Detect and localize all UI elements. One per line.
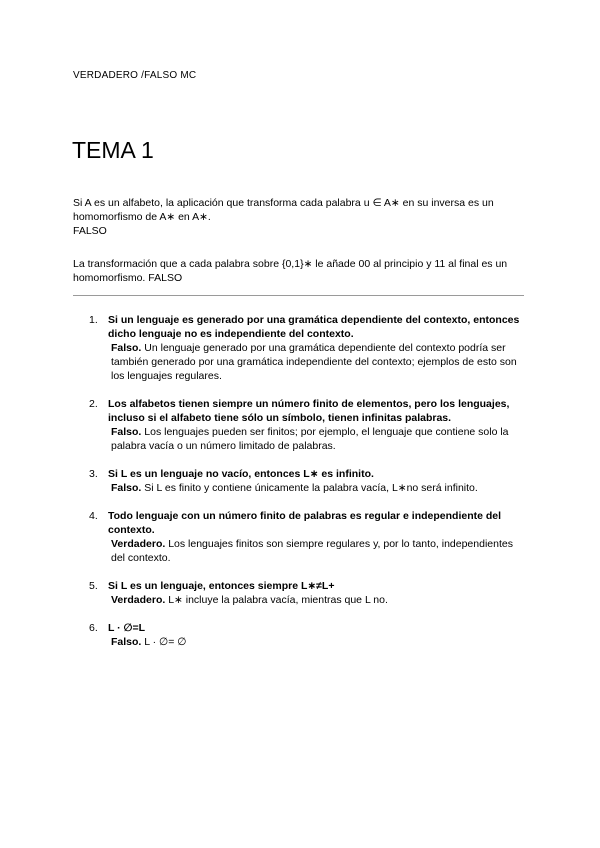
- question-answer: [108, 341, 529, 383]
- question-answer: [108, 537, 529, 565]
- question-verdict: Verdadero.: [111, 538, 166, 550]
- list-item: [89, 509, 529, 565]
- document-header: VERDADERO /FALSO MC: [73, 70, 197, 81]
- question-statement: Si L es un lenguaje, entonces siempre L∗≠L+: [108, 580, 335, 592]
- question-answer: [108, 481, 529, 495]
- question-number: 6.: [89, 622, 98, 634]
- intro-statement-1: Si A es un alfabeto, la aplicación que transforma cada palabra u ∈ A∗ en su inversa es un homomorfismo de A∗ en A∗.: [73, 197, 494, 223]
- question-statement: Si un lenguaje es generado por una gramática dependiente del contexto, entonces dicho lenguaje no es independiente del contexto.: [108, 314, 520, 340]
- list-item: [89, 467, 529, 495]
- question-number: 3.: [89, 468, 98, 480]
- question-explanation: Los lenguajes pueden ser finitos; por ejemplo, el lenguaje que contiene solo la palabra vacía o un número limitado de palabras.: [111, 426, 509, 452]
- page-title: TEMA 1: [72, 137, 154, 163]
- question-verdict: Falso.: [111, 482, 142, 494]
- list-item: [89, 397, 529, 453]
- question-answer: [108, 635, 529, 649]
- list-item: [89, 621, 529, 649]
- question-explanation: Un lenguaje generado por una gramática dependiente del contexto podría ser también generado por una gramática independiente del contexto; ejemplos de esto son los lenguajes regulares.: [111, 342, 517, 382]
- question-answer: [108, 425, 529, 453]
- question-number: 5.: [89, 580, 98, 592]
- question-verdict: Falso.: [111, 342, 142, 354]
- question-verdict: Verdadero.: [111, 594, 166, 606]
- question-number: 2.: [89, 398, 98, 410]
- question-number: 1.: [89, 314, 98, 326]
- question-statement: Si L es un lenguaje no vacío, entonces L∗ es infinito.: [108, 468, 374, 480]
- question-statement: Los alfabetos tienen siempre un número finito de elementos, pero los lenguajes, incluso si el alfabeto tiene sólo un símbolo, tienen infinitas palabras.: [108, 398, 510, 424]
- question-verdict: Falso.: [111, 636, 142, 648]
- question-explanation: L · ∅= ∅: [144, 636, 187, 648]
- question-explanation: Los lenguajes finitos son siempre regulares y, por lo tanto, independientes del contexto.: [111, 538, 513, 564]
- question-verdict: Falso.: [111, 426, 142, 438]
- question-number: 4.: [89, 510, 98, 522]
- list-item: [89, 313, 529, 383]
- question-statement: Todo lenguaje con un número finito de palabras es regular e independiente del contexto.: [108, 510, 502, 536]
- question-answer: [108, 593, 529, 607]
- horizontal-divider: [73, 295, 524, 296]
- list-item: [89, 579, 529, 607]
- question-statement: L · ∅=L: [108, 622, 146, 634]
- intro-paragraph-1: [73, 196, 528, 238]
- question-list: [89, 313, 529, 663]
- question-explanation: L∗ incluye la palabra vacía, mientras que L no.: [168, 594, 388, 606]
- intro-answer-1: FALSO: [73, 225, 107, 237]
- intro-paragraph-2: La transformación que a cada palabra sobre {0,1}∗ le añade 00 al principio y 11 al final es un homomorfismo. FALSO: [73, 258, 508, 284]
- question-explanation: Si L es finito y contiene únicamente la palabra vacía, L∗no será infinito.: [144, 482, 478, 494]
